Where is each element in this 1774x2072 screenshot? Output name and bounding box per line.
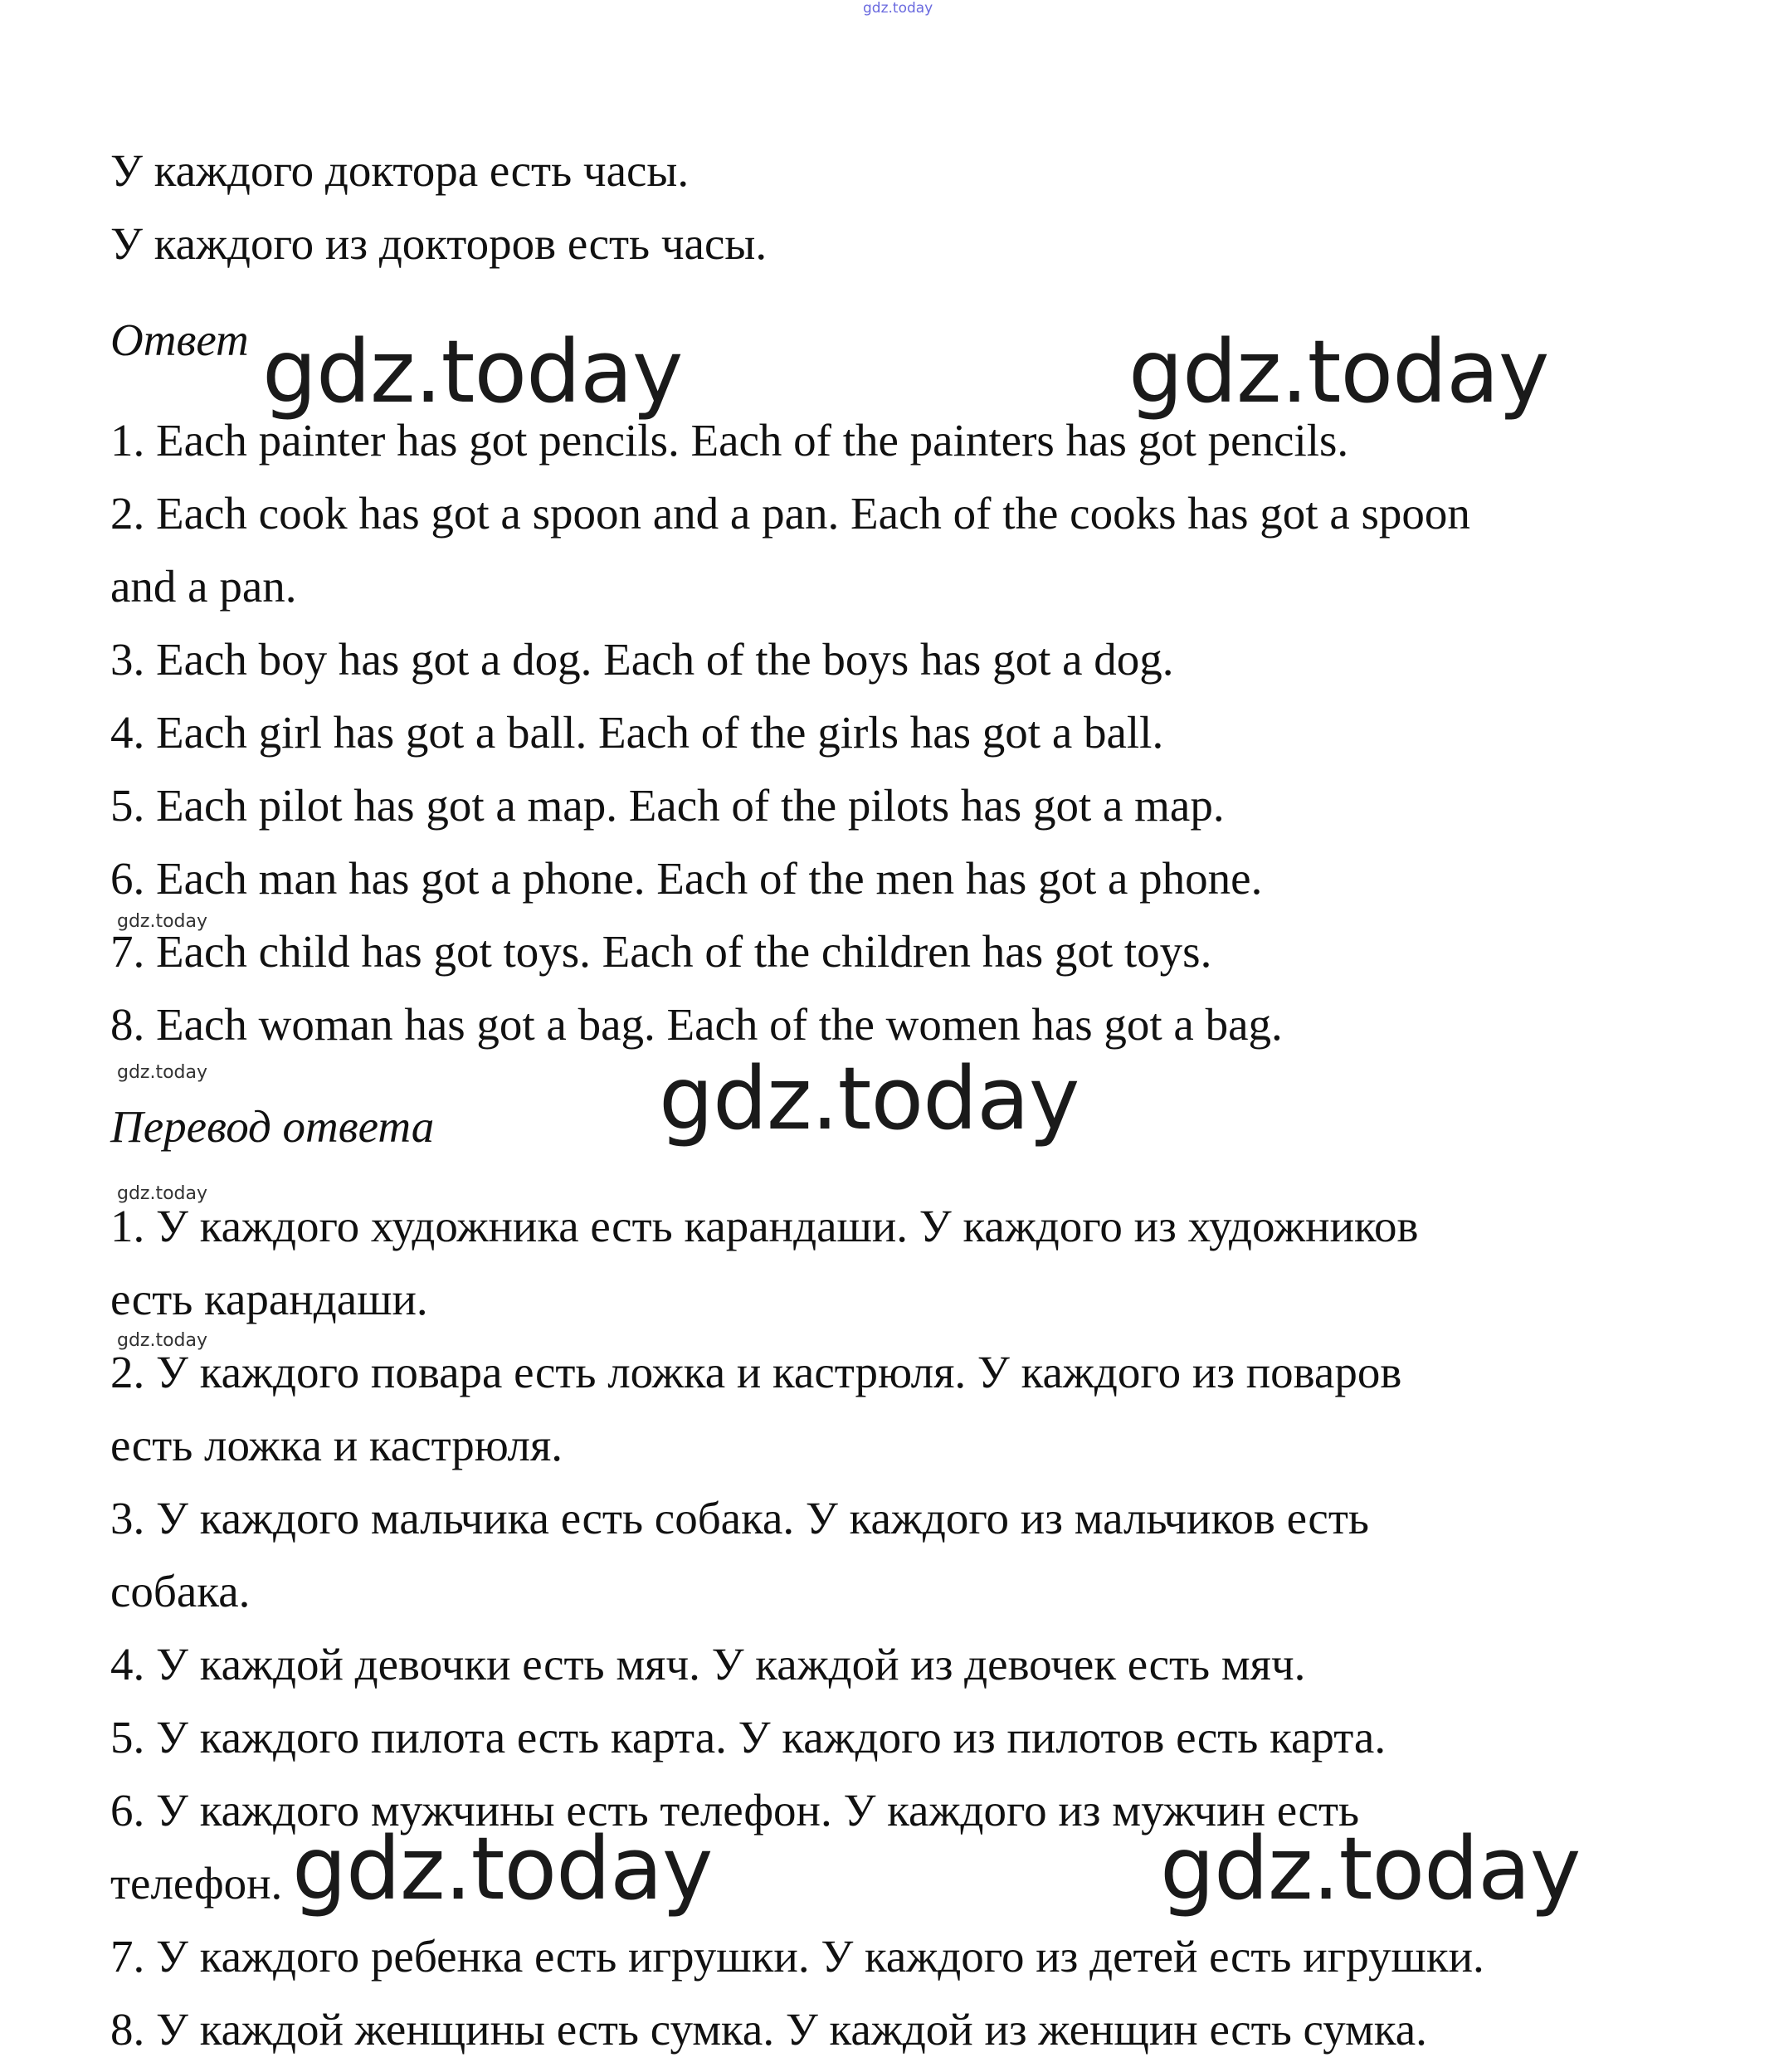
translation-line-6: 6. У каждого мужчины есть телефон. У каждого из мужчин есть	[110, 1785, 1360, 1836]
watermark-small: gdz.today	[117, 1062, 208, 1083]
translation-line-3: 3. У каждого мальчика есть собака. У каждого из мальчиков есть	[110, 1493, 1369, 1543]
watermark-large: gdz.today	[292, 1818, 713, 1919]
translation-line-7: 7. У каждого ребенка есть игрушки. У каждого из детей есть игрушки.	[110, 1931, 1484, 1982]
answer-line-2: 2. Each cook has got a spoon and a pan. Each of the cooks has got a spoon	[110, 488, 1470, 539]
answer-line-6: 6. Each man has got a phone. Each of the men has got a phone.	[110, 853, 1263, 904]
answer-line-8: 8. Each woman has got a bag. Each of the women has got a bag.	[110, 999, 1283, 1050]
intro-line-1: У каждого доктора есть часы.	[110, 145, 690, 196]
watermark-top: gdz.today	[863, 0, 933, 17]
watermark-large: gdz.today	[262, 321, 683, 422]
translation-heading: Перевод ответа	[110, 1101, 435, 1152]
translation-line-1: 1. У каждого художника есть карандаши. У каждого из художников	[110, 1201, 1419, 1251]
watermark-small: gdz.today	[117, 911, 208, 932]
translation-line-2: 2. У каждого повара есть ложка и кастрюля. У каждого из поваров	[110, 1347, 1402, 1397]
answer-line-7: 7. Each child has got toys. Each of the children has got toys.	[110, 926, 1212, 977]
watermark-large: gdz.today	[1160, 1818, 1581, 1919]
answer-line-3: 3. Each boy has got a dog. Each of the boys has got a dog.	[110, 634, 1174, 685]
translation-line-5: 5. У каждого пилота есть карта. У каждого из пилотов есть карта.	[110, 1712, 1387, 1762]
watermark-small: gdz.today	[117, 1183, 208, 1204]
answer-heading: Ответ	[110, 314, 249, 365]
translation-line-3-cont: собака.	[110, 1566, 251, 1616]
translation-line-1-cont: есть карандаши.	[110, 1274, 428, 1324]
watermark-large: gdz.today	[1128, 321, 1549, 422]
watermark-small: gdz.today	[117, 1330, 208, 1351]
answer-line-1: 1. Each painter has got pencils. Each of the painters has got pencils.	[110, 415, 1349, 466]
answer-line-4: 4. Each girl has got a ball. Each of the girls has got a ball.	[110, 707, 1164, 758]
translation-line-8: 8. У каждой женщины есть сумка. У каждой из женщин есть сумка.	[110, 2004, 1427, 2055]
translation-line-4: 4. У каждой девочки есть мяч. У каждой из девочек есть мяч.	[110, 1639, 1306, 1689]
intro-line-2: У каждого из докторов есть часы.	[110, 218, 768, 269]
translation-line-6-cont: телефон.	[110, 1858, 283, 1909]
watermark-large: gdz.today	[659, 1048, 1080, 1149]
answer-line-5: 5. Each pilot has got a map. Each of the pilots has got a map.	[110, 780, 1225, 831]
answer-line-2-cont: and a pan.	[110, 561, 297, 612]
translation-line-2-cont: есть ложка и кастрюля.	[110, 1420, 563, 1470]
